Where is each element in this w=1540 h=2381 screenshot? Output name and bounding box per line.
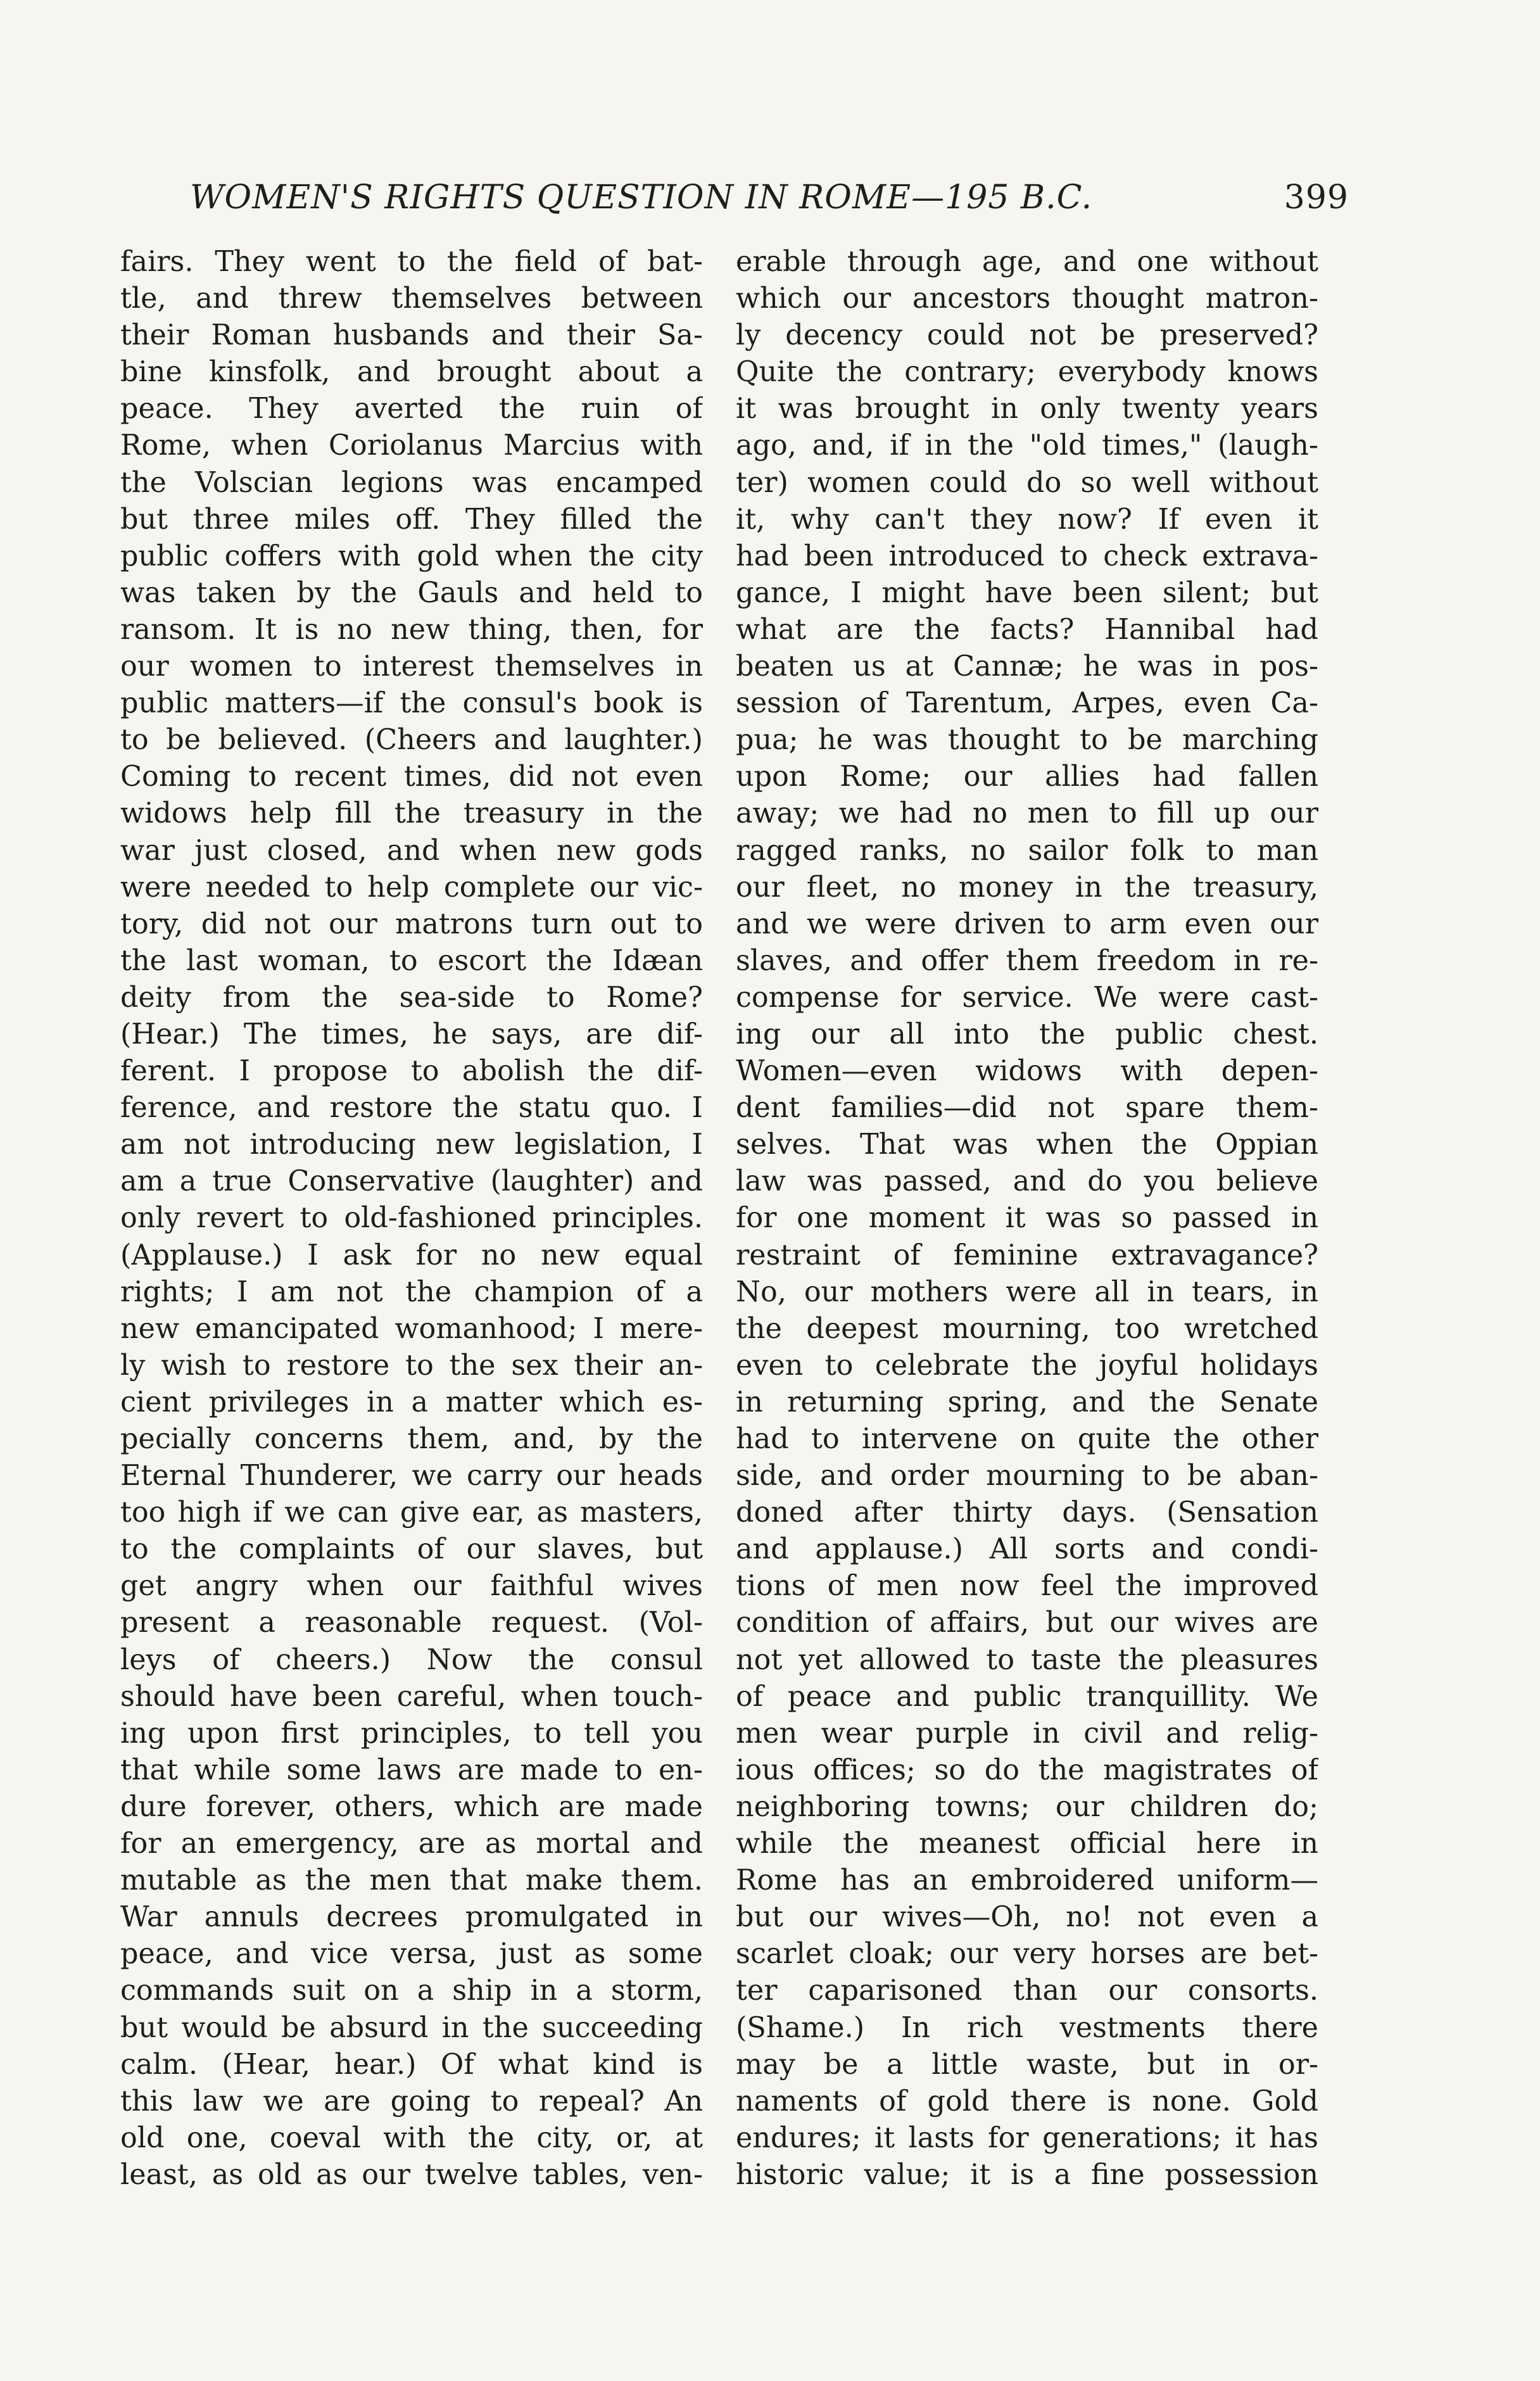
- text-line: fairs. They went to the field of bat-: [120, 246, 703, 278]
- text-line: rights; I am not the champion of a: [120, 1275, 703, 1308]
- text-line: ious offices; so do the magistrates of: [736, 1753, 1318, 1786]
- text-line: law was passed, and do you believe: [736, 1165, 1318, 1198]
- text-line: (Shame.) In rich vestments there: [736, 2011, 1318, 2044]
- text-line: bine kinsfolk, and brought about a: [120, 356, 703, 389]
- text-line: the Volscian legions was encamped: [120, 466, 703, 499]
- text-line: what are the facts? Hannibal had: [736, 613, 1318, 646]
- text-line: may be a little waste, but in or-: [736, 2048, 1318, 2081]
- text-line: old one, coeval with the city, or, at: [120, 2121, 703, 2154]
- text-line: tory, did not our matrons turn out to: [120, 907, 703, 940]
- text-line: in returning spring, and the Senate: [736, 1386, 1318, 1418]
- text-line: Quite the contrary; everybody knows: [736, 356, 1318, 389]
- text-line: commands suit on a ship in a storm,: [120, 1974, 703, 2007]
- text-line: tle, and threw themselves between: [120, 282, 703, 315]
- text-line: away; we had no men to fill up our: [736, 797, 1318, 830]
- text-line: session of Tarentum, Arpes, even Ca-: [736, 687, 1318, 720]
- text-line: Coming to recent times, did not even: [120, 761, 703, 793]
- text-line: compense for service. We were cast-: [736, 981, 1318, 1014]
- text-line: Rome has an embroidered uniform—: [736, 1864, 1318, 1897]
- text-line: this law we are going to repeal? An: [120, 2085, 703, 2118]
- text-line: our fleet, no money in the treasury,: [736, 871, 1318, 904]
- text-line: beaten us at Cannæ; he was in pos-: [736, 650, 1318, 683]
- text-line: peace. They averted the ruin of: [120, 393, 703, 426]
- text-line: selves. That was when the Oppian: [736, 1128, 1318, 1161]
- text-line: dent families—did not spare them-: [736, 1092, 1318, 1125]
- text-line: but three miles off. They filled the: [120, 503, 703, 536]
- text-line: widows help fill the treasury in the: [120, 797, 703, 830]
- text-line: scarlet cloak; our very horses are bet-: [736, 1938, 1318, 1971]
- text-line: war just closed, and when new gods: [120, 834, 703, 867]
- text-line: the last woman, to escort the Idæan: [120, 944, 703, 977]
- text-line: peace, and vice versa, just as some: [120, 1938, 703, 1971]
- text-line: Eternal Thunderer, we carry our heads: [120, 1460, 703, 1493]
- text-line: it, why can't they now? If even it: [736, 503, 1318, 536]
- text-line: to be believed. (Cheers and laughter.): [120, 724, 703, 757]
- text-line: were needed to help complete our vic-: [120, 871, 703, 904]
- text-line: public coffers with gold when the city: [120, 540, 703, 572]
- text-line: it was brought in only twenty years: [736, 393, 1318, 426]
- text-line: get angry when our faithful wives: [120, 1570, 703, 1603]
- text-line: pua; he was thought to be marching: [736, 724, 1318, 757]
- text-line: but our wives—Oh, no! not even a: [736, 1901, 1318, 1934]
- text-line: doned after thirty days. (Sensation: [736, 1496, 1318, 1529]
- text-line: only revert to old-fashioned principles.: [120, 1202, 703, 1235]
- text-line: restraint of feminine extravagance?: [736, 1239, 1318, 1272]
- text-line: the deepest mourning, too wretched: [736, 1312, 1318, 1345]
- text-line: men wear purple in civil and relig-: [736, 1717, 1318, 1750]
- text-line: ter) women could do so well without: [736, 466, 1318, 499]
- text-line: ing our all into the public chest.: [736, 1018, 1318, 1051]
- text-line: condition of affairs, but our wives are: [736, 1607, 1318, 1639]
- text-line: even to celebrate the joyful holidays: [736, 1349, 1318, 1382]
- text-line: slaves, and offer them freedom in re-: [736, 944, 1318, 977]
- text-line: ter caparisoned than our consorts.: [736, 1974, 1318, 2007]
- text-line: (Applause.) I ask for no new equal: [120, 1239, 703, 1272]
- text-line: historic value; it is a fine possession: [736, 2158, 1318, 2191]
- right-text-column: [736, 244, 1318, 2194]
- text-line: new emancipated womanhood; I mere-: [120, 1312, 703, 1345]
- text-line: to the complaints of our slaves, but: [120, 1533, 703, 1566]
- text-line: mutable as the men that make them.: [120, 1864, 703, 1897]
- text-line: ago, and, if in the "old times," (laugh-: [736, 429, 1318, 462]
- text-line: had to intervene on quite the other: [736, 1423, 1318, 1455]
- text-line: No, our mothers were all in tears, in: [736, 1275, 1318, 1308]
- text-line: erable through age, and one without: [736, 246, 1318, 278]
- text-line: leys of cheers.) Now the consul: [120, 1643, 703, 1676]
- text-line: cient privileges in a matter which es-: [120, 1386, 703, 1418]
- text-line: ly decency could not be preserved?: [736, 319, 1318, 352]
- text-line: had been introduced to check extrava-: [736, 540, 1318, 572]
- text-line: upon Rome; our allies had fallen: [736, 761, 1318, 793]
- text-line: our women to interest themselves in: [120, 650, 703, 683]
- text-line: ferent. I propose to abolish the dif-: [120, 1055, 703, 1088]
- page-number: 399: [1284, 179, 1349, 217]
- text-line: ly wish to restore to the sex their an-: [120, 1349, 703, 1382]
- text-line: Rome, when Coriolanus Marcius with: [120, 429, 703, 462]
- text-line: ference, and restore the statu quo. I: [120, 1092, 703, 1125]
- text-line: ransom. It is no new thing, then, for: [120, 613, 703, 646]
- text-line: dure forever, others, which are made: [120, 1790, 703, 1823]
- text-line: too high if we can give ear, as masters,: [120, 1496, 703, 1529]
- text-line: was taken by the Gauls and held to: [120, 576, 703, 609]
- text-line: (Hear.) The times, he says, are dif-: [120, 1018, 703, 1051]
- text-line: should have been careful, when touch-: [120, 1680, 703, 1713]
- text-line: ing upon first principles, to tell you: [120, 1717, 703, 1750]
- text-line: calm. (Hear, hear.) Of what kind is: [120, 2048, 703, 2081]
- text-line: present a reasonable request. (Vol-: [120, 1607, 703, 1639]
- text-line: but would be absurd in the succeeding: [120, 2011, 703, 2044]
- text-line: am a true Conservative (laughter) and: [120, 1165, 703, 1198]
- text-line: which our ancestors thought matron-: [736, 282, 1318, 315]
- text-line: tions of men now feel the improved: [736, 1570, 1318, 1603]
- text-line: public matters—if the consul's book is: [120, 687, 703, 720]
- text-line: ragged ranks, no sailor folk to man: [736, 834, 1318, 867]
- text-line: and applause.) All sorts and condi-: [736, 1533, 1318, 1566]
- text-line: their Roman husbands and their Sa-: [120, 319, 703, 352]
- text-line: naments of gold there is none. Gold: [736, 2085, 1318, 2118]
- text-line: side, and order mourning to be aban-: [736, 1460, 1318, 1493]
- text-line: of peace and public tranquillity. We: [736, 1680, 1318, 1713]
- text-line: not yet allowed to taste the pleasures: [736, 1643, 1318, 1676]
- text-line: that while some laws are made to en-: [120, 1753, 703, 1786]
- text-line: pecially concerns them, and, by the: [120, 1423, 703, 1455]
- text-line: Women—even widows with depen-: [736, 1055, 1318, 1088]
- text-line: endures; it lasts for generations; it has: [736, 2121, 1318, 2154]
- text-line: gance, I might have been silent; but: [736, 576, 1318, 609]
- text-line: am not introducing new legislation, I: [120, 1128, 703, 1161]
- text-line: War annuls decrees promulgated in: [120, 1901, 703, 1934]
- text-line: for one moment it was so passed in: [736, 1202, 1318, 1235]
- text-line: while the meanest official here in: [736, 1828, 1318, 1860]
- text-line: for an emergency, are as mortal and: [120, 1828, 703, 1860]
- text-line: deity from the sea-side to Rome?: [120, 981, 703, 1014]
- left-text-column: [120, 244, 703, 2194]
- running-head: [171, 179, 1349, 223]
- text-line: least, as old as our twelve tables, ven-: [120, 2158, 703, 2191]
- text-line: and we were driven to arm even our: [736, 907, 1318, 940]
- running-title: WOMEN'S RIGHTS QUESTION IN ROME—195 B.C.: [190, 179, 1093, 217]
- text-line: neighboring towns; our children do;: [736, 1790, 1318, 1823]
